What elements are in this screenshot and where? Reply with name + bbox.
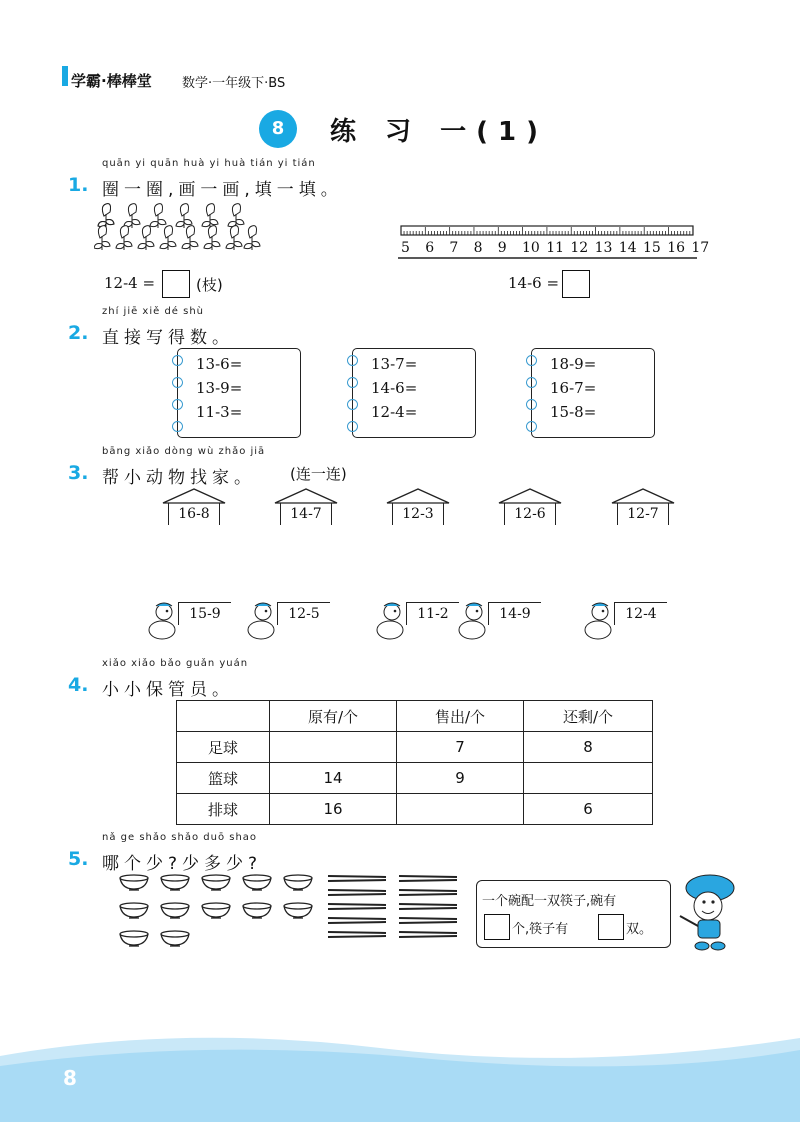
ruler-label: 7 — [449, 240, 459, 256]
card-equation[interactable]: 13-9= — [196, 379, 243, 397]
practice-card — [177, 348, 301, 438]
ruler-label: 9 — [497, 240, 507, 256]
practice-card — [352, 348, 476, 438]
binder-ring-icon — [172, 399, 183, 410]
card-equation[interactable]: 14-6= — [371, 379, 418, 397]
table-header — [177, 701, 270, 732]
q4-number: 4. — [68, 674, 89, 696]
brand-mark — [62, 66, 68, 86]
cartoon-character-icon — [674, 868, 744, 954]
animal-label[interactable]: 15-9 — [178, 602, 231, 625]
q3-text: 帮小动物找家。 — [102, 468, 256, 488]
ruler-label: 14 — [618, 240, 637, 256]
bowl-icon — [282, 874, 314, 892]
bowl-count-box[interactable] — [484, 914, 510, 940]
table-cell: 6 — [524, 794, 653, 825]
table-header: 还剩/个 — [524, 701, 653, 732]
house-roof-icon — [274, 488, 338, 504]
card-equation[interactable]: 11-3= — [196, 403, 243, 421]
chopsticks-icon — [397, 930, 459, 940]
table-row — [177, 763, 653, 794]
q2-pinyin: zhí jiē xiě dé shù — [102, 306, 205, 317]
table-cell: 8 — [524, 732, 653, 763]
q1-left-unit: (枝) — [196, 276, 223, 294]
bowl-icon — [159, 930, 191, 948]
cat-icon — [245, 600, 279, 642]
ruler-label: 17 — [691, 240, 710, 256]
binder-ring-icon — [347, 399, 358, 410]
lesson-badge: 8 — [259, 110, 297, 148]
ruler-label: 15 — [643, 240, 661, 256]
card-equation[interactable]: 15-8= — [550, 403, 597, 421]
table-row — [177, 794, 653, 825]
animal-label[interactable]: 12-5 — [277, 602, 330, 625]
subject-label: 数学·一年级下·BS — [182, 76, 286, 91]
practice-card — [531, 348, 655, 438]
q2-text: 直接写得数。 — [102, 328, 234, 348]
row-label: 排球 — [177, 794, 270, 825]
bowl-icon — [159, 902, 191, 920]
bowl-icon — [241, 874, 273, 892]
house-label[interactable]: 12-3 — [392, 503, 444, 525]
table-cell[interactable] — [397, 794, 524, 825]
card-equation[interactable]: 18-9= — [550, 355, 597, 373]
q3-pinyin: bāng xiǎo dòng wù zhǎo jiā — [102, 446, 266, 457]
binder-ring-icon — [347, 355, 358, 366]
ruler-label: 5 — [401, 240, 410, 256]
binder-ring-icon — [172, 377, 183, 388]
footer-wave — [0, 1030, 800, 1122]
table-cell: 16 — [270, 794, 397, 825]
brand-title: 学霸·棒棒堂 — [71, 72, 152, 90]
q2-number: 2. — [68, 322, 89, 344]
ruler-label: 13 — [594, 240, 613, 256]
house-roof-icon — [386, 488, 450, 504]
table-row — [177, 732, 653, 763]
chopsticks-icon — [326, 930, 388, 940]
q1-left-answer-box[interactable] — [162, 270, 190, 298]
card-equation[interactable]: 12-4= — [371, 403, 418, 421]
q1-right-equation: 14-6 = — [508, 274, 560, 292]
chopsticks-icon — [326, 902, 388, 912]
row-label: 篮球 — [177, 763, 270, 794]
table-cell: 7 — [397, 732, 524, 763]
card-equation[interactable]: 13-6= — [196, 355, 243, 373]
q4-pinyin: xiǎo xiǎo bǎo guǎn yuán — [102, 658, 249, 669]
row-label: 足球 — [177, 732, 270, 763]
bubble-unit1: 个,筷子有 — [512, 922, 569, 937]
table-header: 售出/个 — [397, 701, 524, 732]
chopsticks-icon — [397, 888, 459, 898]
binder-ring-icon — [526, 399, 537, 410]
card-equation[interactable]: 16-7= — [550, 379, 597, 397]
bubble-line1: 一个碗配一双筷子,碗有 — [482, 894, 617, 909]
bowl-icon — [241, 902, 273, 920]
chopsticks-icon — [397, 874, 459, 884]
chopsticks-icon — [397, 902, 459, 912]
card-equation[interactable]: 13-7= — [371, 355, 418, 373]
table-cell[interactable] — [524, 763, 653, 794]
house-label[interactable]: 12-6 — [504, 503, 556, 525]
q1-left-equation: 12-4 = — [104, 274, 156, 292]
ruler-label: 11 — [546, 240, 565, 256]
ruler-label: 12 — [570, 240, 589, 256]
binder-ring-icon — [172, 421, 183, 432]
house-roof-icon — [162, 488, 226, 504]
q4-text: 小小保管员。 — [102, 680, 234, 700]
inventory-table — [176, 700, 653, 825]
chopsticks-icon — [326, 888, 388, 898]
monkey-icon — [582, 600, 616, 642]
binder-ring-icon — [347, 421, 358, 432]
q5-number: 5. — [68, 848, 89, 870]
chopsticks-icon — [326, 874, 388, 884]
binder-ring-icon — [172, 355, 183, 366]
table-header: 原有/个 — [270, 701, 397, 732]
table-cell: 14 — [270, 763, 397, 794]
q1-right-answer-box[interactable] — [562, 270, 590, 298]
q3-hint: (连一连) — [290, 465, 347, 483]
house-label[interactable]: 16-8 — [168, 503, 220, 525]
bowl-icon — [282, 902, 314, 920]
q5-pinyin: nǎ ge shǎo shǎo duō shao — [102, 832, 258, 843]
dog-icon — [374, 600, 408, 642]
binder-ring-icon — [526, 377, 537, 388]
binder-ring-icon — [347, 377, 358, 388]
table-cell[interactable] — [270, 732, 397, 763]
animal-label[interactable]: 14-9 — [488, 602, 541, 625]
ruler-label: 10 — [522, 240, 540, 256]
bubble-unit2: 双。 — [626, 922, 653, 937]
chopstick-count-box[interactable] — [598, 914, 624, 940]
animal-label[interactable]: 11-2 — [406, 602, 459, 625]
chopsticks-icon — [397, 916, 459, 926]
duck-icon — [146, 600, 180, 642]
q5-text: 哪个少?少多少? — [102, 854, 263, 874]
q1-text: 圈一圈,画一画,填一填。 — [102, 180, 343, 200]
chopsticks-icon — [326, 916, 388, 926]
bowl-icon — [118, 930, 150, 948]
house-roof-icon — [611, 488, 675, 504]
bowl-icon — [200, 902, 232, 920]
ruler-label: 16 — [667, 240, 686, 256]
ruler-label: 8 — [473, 240, 483, 256]
house-label[interactable]: 12-7 — [617, 503, 669, 525]
bowl-icon — [118, 902, 150, 920]
q1-pinyin: quān yi quān huà yi huà tián yi tián — [102, 158, 316, 169]
q1-number: 1. — [68, 174, 89, 196]
house-label[interactable]: 14-7 — [280, 503, 332, 525]
bowl-icon — [159, 874, 191, 892]
flowers-illustration — [94, 198, 264, 262]
q3-number: 3. — [68, 462, 89, 484]
table-cell: 9 — [397, 763, 524, 794]
animal-label[interactable]: 12-4 — [614, 602, 667, 625]
binder-ring-icon — [526, 355, 537, 366]
bowl-icon — [118, 874, 150, 892]
page-number: 8 — [63, 1066, 77, 1090]
page-title: 练 习 一(1) — [330, 117, 548, 147]
bowl-icon — [200, 874, 232, 892]
house-roof-icon — [498, 488, 562, 504]
ruler-label: 6 — [425, 240, 435, 256]
table-header-row — [177, 701, 653, 732]
rooster-icon — [456, 600, 490, 642]
binder-ring-icon — [526, 421, 537, 432]
